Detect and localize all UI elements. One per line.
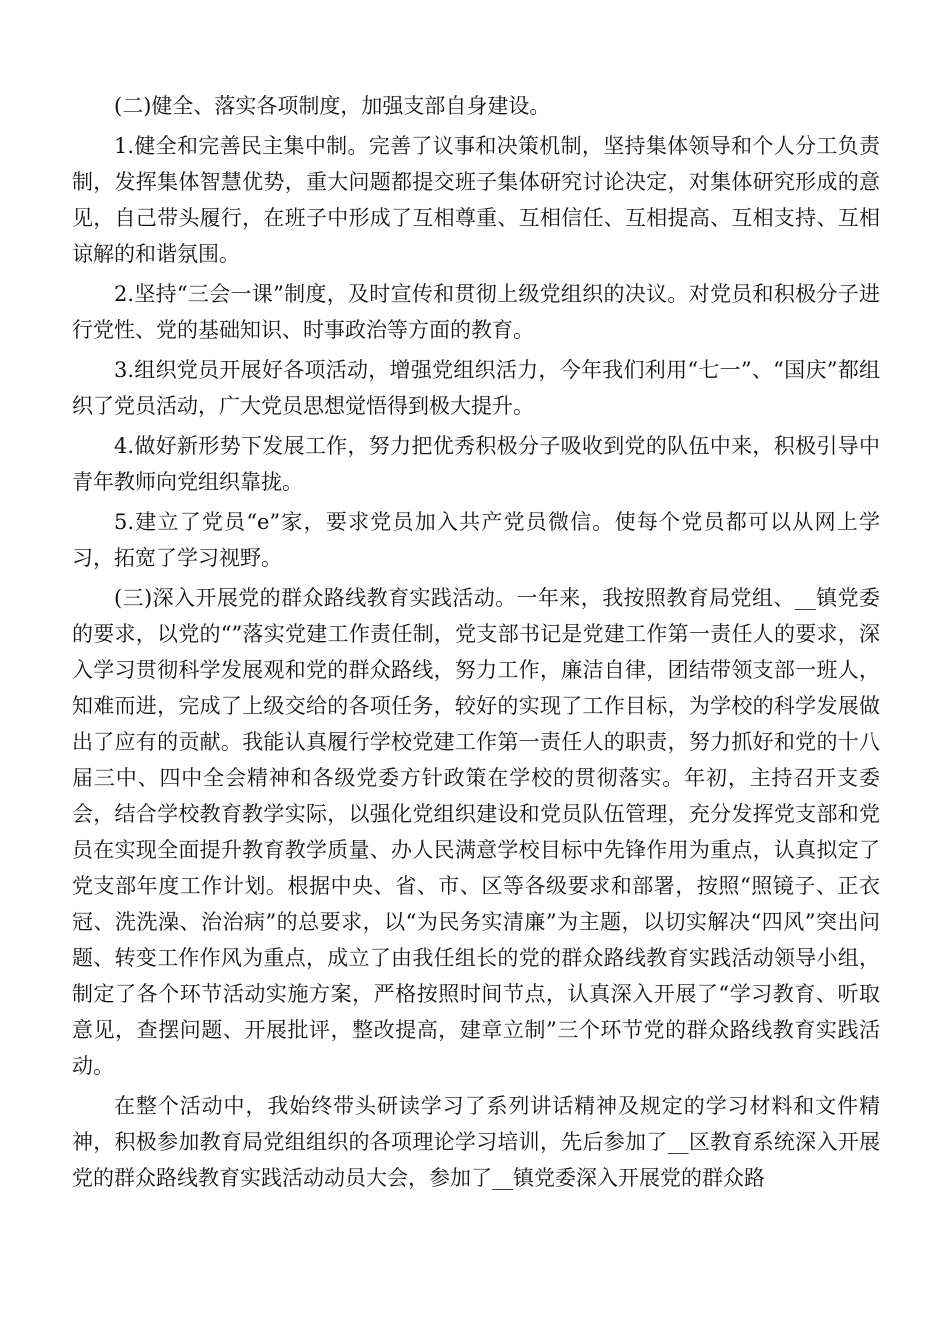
paragraph-item-2: 2.坚持“三会一课”制度，及时宣传和贯彻上级党组织的决议。对党员和积极分子进行党性、党的基础知识、时事政治等方面的教育。 (72, 282, 880, 342)
section-paragraph-3: (三)深入开展党的群众路线教育实践活动。一年来，我按照教育局党组、__镇党委的要求，以党的“”落实党建工作责任制，党支部书记是党建工作第一责任人的要求，深入学习贯彻科学发展观和党的群众路线，努力工作，廉洁自律，团结带领支部一班人，知难而进，完成了上级交给的各项任务，较好的实现了工作目标，为学校的科学发展做出了应有的贡献。我能认真履行学校党建工作第一责任人的职责，努力抓好和党的十八届三中、四中全会精神和各级党委方针政策在学校的贯彻落实。年初，主持召开支委会，结合学校教育教学实际，以强化党组织建设和党员队伍管理，充分发挥党支部和党员在实现全面提升教育教学质量、办人民满意学校目标中先锋作用为重点，认真拟定了党支部年度工作计划。根据中央、省、市、区等各级要求和部署，按照“照镜子、正衣冠、洗洗澡、治治病”的总要求，以“为民务实清廉”为主题，以切实解决“四风”突出问题、转变工作作风为重点，成立了由我任组长的党的群众路线教育实践活动领导小组，制定了各个环节活动实施方案，严格按照时间节点，认真深入开展了“学习教育、听取意见，查摆问题、开展批评，整改提高，建章立制”三个环节党的群众路线教育实践活动。 (72, 586, 880, 1078)
section-heading-2: (二)健全、落实各项制度，加强支部自身建设。 (114, 94, 551, 118)
document-body (72, 88, 880, 1196)
paragraph-item-1: 1.健全和完善民主集中制。完善了议事和决策机制，坚持集体领导和个人分工负责制，发挥集体智慧优势，重大问题都提交班子集体研究讨论决定，对集体研究形成的意见，自己带头履行，在班子中形成了互相尊重、互相信任、互相提高、互相支持、互相谅解的和谐氛围。 (72, 134, 880, 266)
paragraph-activity: 在整个活动中，我始终带头研读学习了系列讲话精神及规定的学习材料和文件精神，积极参加教育局党组组织的各项理论学习培训，先后参加了__区教育系统深入开展党的群众路线教育实践活动动员大会，参加了__镇党委深入开展党的群众路 (72, 1094, 880, 1190)
paragraph-item-3: 3.组织党员开展好各项活动，增强党组织活力，今年我们利用“七一”、“国庆”都组织了党员活动，广大党员思想觉悟得到极大提升。 (72, 358, 880, 418)
paragraph-item-4: 4.做好新形势下发展工作，努力把优秀积极分子吸收到党的队伍中来，积极引导中青年教师向党组织靠拢。 (72, 434, 880, 494)
paragraph-item-5: 5.建立了党员“e”家，要求党员加入共产党员微信。使每个党员都可以从网上学习，拓宽了学习视野。 (72, 510, 880, 570)
